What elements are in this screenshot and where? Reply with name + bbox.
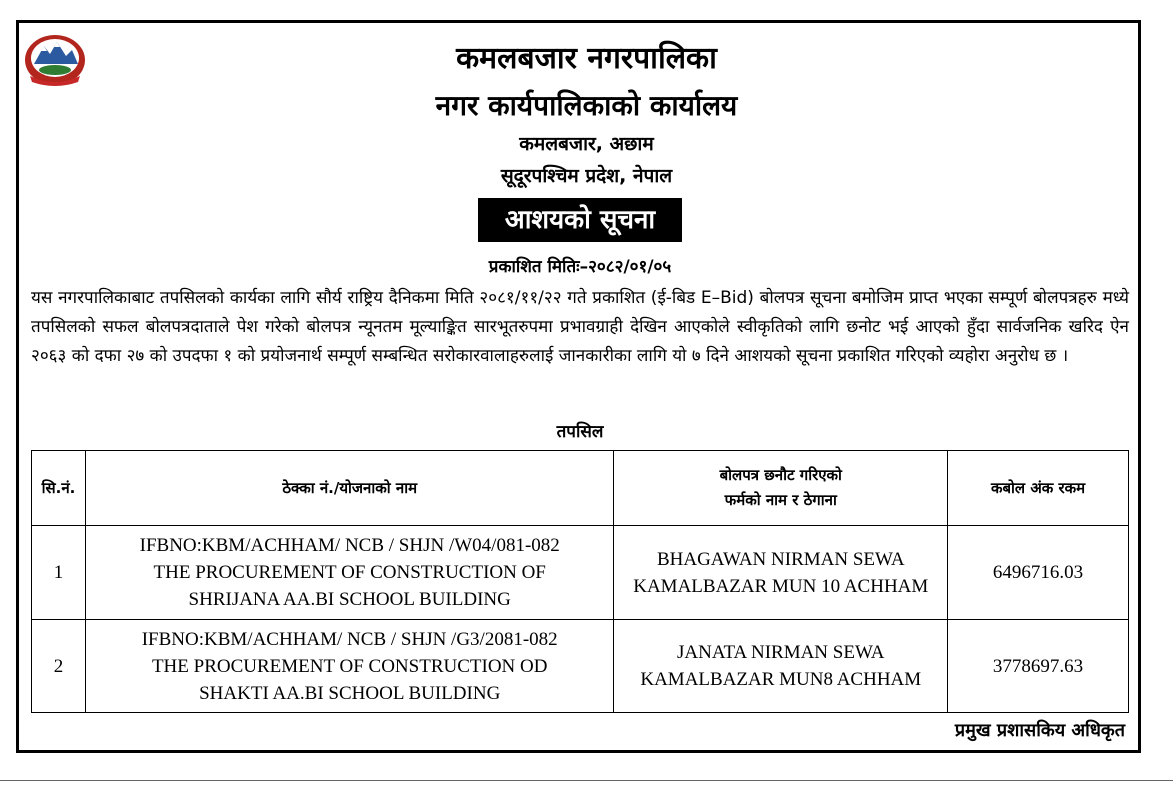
header-sn: सि.नं. <box>32 451 86 526</box>
office-name: नगर कार्यपालिकाको कार्यालय <box>435 89 738 122</box>
header-firm <box>614 451 948 526</box>
row-sn: 2 <box>32 620 86 713</box>
published-date: प्रकाशित मितिः–२०८२/०१/०५ <box>488 257 672 277</box>
province: सूदूरपश्चिम प्रदेश, नेपाल <box>500 165 673 187</box>
firm-line: BHAGAWAN NIRMAN SEWA <box>656 548 905 570</box>
signature: प्रमुख प्रशासकिय अधिकृत <box>954 720 1125 741</box>
firm-line: KAMALBAZAR MUN 10 ACHHAM <box>633 575 929 597</box>
header-amount: कबोल अंक रकम <box>948 451 1129 526</box>
section-title: तपसिल <box>556 422 604 442</box>
table-row <box>32 526 1129 620</box>
contract-line: IFBNO:KBM/ACHHAM/ NCB / SHJN /G3/2081-082 <box>141 628 558 650</box>
table-row <box>32 620 1129 713</box>
contract-line: THE PROCUREMENT OF CONSTRUCTION OD <box>151 655 548 677</box>
row-contract <box>85 620 613 713</box>
header-firm-line1: बोलपत्र छनौट गरिएको <box>719 466 842 484</box>
notice-body: यस नगरपालिकाबाट तपसिलको कार्यका लागि सौर्य राष्ट्रिय दैनिकमा मिति २०८१/११/२२ गते प्रकाशित (ई-बिड E–Bid) बोलपत्र सूचना बमोजिम प्राप्त भएका सम्पूर्ण बोलपत्रहरु मध्ये तपसिलको सफल बोलपत्रदाताले पेश गरेको बोलपत्र न्यूनतम मूल्याङ्कित सारभूतरुपमा प्रभावग्राही देखिन आएकोले स्वीकृतिको लागि छनोट भई आएको हुँदा सार्वजनिक खरिद ऐन २०६३ को दफा २७ को उपदफा १ को प्रयोजनार्थ सम्पूर्ण सम्बन्धित सरोकारवालाहरुलाई जानकारीका लागि यो ७ दिने आशयको सूचना प्रकाशित गरिएको व्यहोरा अनुरोध छ । <box>31 288 1129 366</box>
row-sn: 1 <box>32 526 86 620</box>
award-table <box>31 450 1129 713</box>
bottom-divider <box>0 780 1173 781</box>
org-name: कमलबजार नगरपालिका <box>456 41 717 76</box>
row-firm <box>614 620 948 713</box>
firm-line: KAMALBAZAR MUN8 ACHHAM <box>640 669 922 690</box>
contract-line: THE PROCUREMENT OF CONSTRUCTION OF <box>153 562 546 583</box>
header-firm-line2: फर्मको नाम र ठेगाना <box>724 491 837 509</box>
contract-line: IFBNO:KBM/ACHHAM/ NCB / SHJN /W04/081-082 <box>139 535 560 556</box>
contract-line: SHAKTI AA.BI SCHOOL BUILDING <box>199 682 501 704</box>
contract-line: SHRIJANA AA.BI SCHOOL BUILDING <box>188 589 511 610</box>
row-amount: 3778697.63 <box>948 620 1129 713</box>
notice-title: आशयको सूचना <box>478 198 682 242</box>
row-contract <box>85 526 613 620</box>
header-contract: ठेक्का नं./योजनाको नाम <box>85 451 613 526</box>
table-header-row <box>32 451 1129 526</box>
row-amount: 6496716.03 <box>948 526 1129 620</box>
location: कमलबजार, अछाम <box>519 133 654 155</box>
firm-line: JANATA NIRMAN SEWA <box>677 642 885 663</box>
row-firm <box>614 526 948 620</box>
